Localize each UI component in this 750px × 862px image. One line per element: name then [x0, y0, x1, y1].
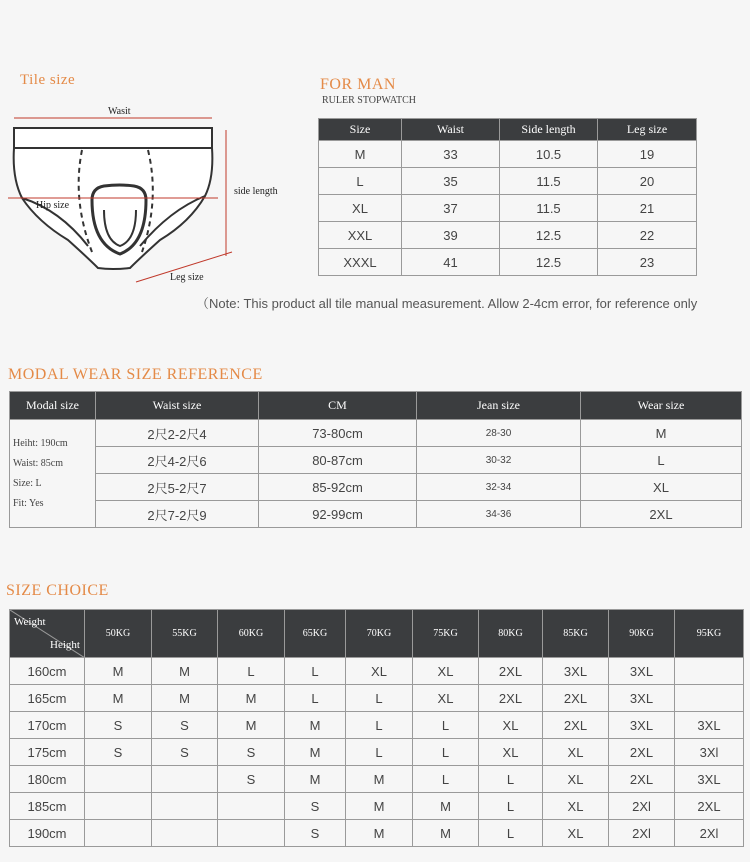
table-row — [10, 820, 744, 847]
table-cell: 11.5 — [500, 168, 598, 195]
table-row — [319, 222, 697, 249]
size-cell: L — [218, 658, 285, 685]
size-cell: S — [285, 820, 346, 847]
height-cell: 190cm — [10, 820, 85, 847]
size-cell: 2XL — [479, 685, 543, 712]
size-cell — [218, 820, 285, 847]
size-cell: M — [285, 712, 346, 739]
height-cell: 165cm — [10, 685, 85, 712]
height-cell: 185cm — [10, 793, 85, 820]
size-cell: 3XL — [609, 658, 675, 685]
size-cell: M — [218, 685, 285, 712]
size-cell: M — [285, 739, 346, 766]
size-cell: M — [85, 685, 152, 712]
size-cell: L — [413, 766, 479, 793]
height-cell: 180cm — [10, 766, 85, 793]
table-cell: 73-80cm — [259, 420, 417, 447]
size-cell: 2XL — [479, 658, 543, 685]
size-cell: L — [346, 739, 413, 766]
table-cell: 19 — [598, 141, 697, 168]
weight-header: 95KG — [675, 610, 744, 658]
size-cell: 2XL — [543, 685, 609, 712]
table-cell: 12.5 — [500, 222, 598, 249]
weight-header: 55KG — [152, 610, 218, 658]
header-waist: Waist — [402, 119, 500, 141]
size-cell: S — [85, 739, 152, 766]
table-cell: 30-32 — [417, 447, 581, 474]
size-cell: XL — [479, 739, 543, 766]
header-side-length: Side length — [500, 119, 598, 141]
size-cell — [218, 793, 285, 820]
table-row — [10, 766, 744, 793]
waistband-shape — [14, 128, 212, 148]
header-modal-size: Modal size — [10, 392, 96, 420]
table-row — [10, 474, 742, 501]
table-cell: 35 — [402, 168, 500, 195]
table-header-row — [10, 610, 744, 658]
size-cell — [85, 793, 152, 820]
size-cell: 3XL — [675, 766, 744, 793]
size-cell: S — [85, 712, 152, 739]
side-length-label: side length — [234, 186, 278, 197]
leg-size-label: Leg size — [170, 272, 204, 283]
size-cell — [675, 685, 744, 712]
table-cell: 32-34 — [417, 474, 581, 501]
table-cell: 22 — [598, 222, 697, 249]
size-cell: M — [413, 820, 479, 847]
size-cell: S — [152, 739, 218, 766]
table-cell: 34-36 — [417, 501, 581, 528]
size-cell: 2XL — [543, 712, 609, 739]
size-cell: L — [479, 820, 543, 847]
size-cell: S — [218, 739, 285, 766]
table-row — [10, 447, 742, 474]
table-cell: M — [319, 141, 402, 168]
header-leg-size: Leg size — [598, 119, 697, 141]
table-cell: XXXL — [319, 249, 402, 276]
modal-title: MODAL WEAR SIZE REFERENCE — [8, 366, 263, 383]
size-cell — [152, 820, 218, 847]
table-row — [319, 249, 697, 276]
size-cell: M — [218, 712, 285, 739]
size-cell: L — [346, 685, 413, 712]
table-row — [319, 195, 697, 222]
weight-header: 50KG — [85, 610, 152, 658]
size-cell: L — [285, 658, 346, 685]
table-row — [10, 712, 744, 739]
table-cell: XL — [319, 195, 402, 222]
underwear-diagram — [0, 0, 320, 300]
hip-size-label: Hip size — [36, 200, 70, 211]
for-man-title: FOR MAN — [320, 76, 396, 93]
table-row — [10, 685, 744, 712]
table-cell: 41 — [402, 249, 500, 276]
table-cell: L — [319, 168, 402, 195]
table-row — [319, 141, 697, 168]
model-height: Heiht: 190cm — [13, 437, 68, 449]
table-row — [10, 501, 742, 528]
weight-header: 90KG — [609, 610, 675, 658]
size-cell: XL — [413, 685, 479, 712]
height-cell: 175cm — [10, 739, 85, 766]
table-cell: L — [581, 447, 742, 474]
tile-size-title: Tile size — [20, 72, 76, 88]
size-cell: XL — [543, 793, 609, 820]
size-cell: 3XL — [675, 712, 744, 739]
size-cell: 2Xl — [675, 820, 744, 847]
table-cell: 20 — [598, 168, 697, 195]
table-cell: 33 — [402, 141, 500, 168]
size-cell: 2XL — [609, 766, 675, 793]
size-cell: M — [346, 820, 413, 847]
size-cell: 2Xl — [609, 820, 675, 847]
table-cell: 11.5 — [500, 195, 598, 222]
table-cell: XXL — [319, 222, 402, 249]
weight-header: 80KG — [479, 610, 543, 658]
size-choice-title: SIZE CHOICE — [6, 582, 109, 599]
table-cell: 23 — [598, 249, 697, 276]
size-cell: XL — [543, 766, 609, 793]
table-cell: 2尺2-2尺4 — [96, 420, 259, 447]
table-cell: 92-99cm — [259, 501, 417, 528]
for-man-subtitle: RULER STOPWATCH — [322, 95, 416, 106]
size-cell: M — [413, 793, 479, 820]
table-cell: 21 — [598, 195, 697, 222]
size-choice-table — [9, 609, 744, 847]
table-row — [319, 168, 697, 195]
header-size: Size — [319, 119, 402, 141]
size-cell: L — [285, 685, 346, 712]
weight-header: 65KG — [285, 610, 346, 658]
size-cell: M — [346, 766, 413, 793]
size-cell: M — [152, 658, 218, 685]
size-cell: 2Xl — [609, 793, 675, 820]
size-cell: 3XL — [609, 712, 675, 739]
measurement-note: （Note: This product all tile manual measurement. Allow 2-4cm error, for reference only — [196, 296, 698, 311]
table-cell: XL — [581, 474, 742, 501]
table-cell: 80-87cm — [259, 447, 417, 474]
weight-header: 75KG — [413, 610, 479, 658]
model-waist: Waist: 85cm — [13, 457, 64, 469]
table-row — [10, 420, 742, 447]
weight-header: 60KG — [218, 610, 285, 658]
size-cell — [152, 793, 218, 820]
table-row — [10, 793, 744, 820]
size-cell: 3XL — [609, 685, 675, 712]
table-cell: 39 — [402, 222, 500, 249]
table-header-row — [319, 119, 697, 141]
size-cell: 3XL — [543, 658, 609, 685]
table-row — [10, 658, 744, 685]
waist-label: Wasit — [108, 106, 131, 117]
weight-header: 70KG — [346, 610, 413, 658]
table-cell: 2尺4-2尺6 — [96, 447, 259, 474]
size-cell: L — [413, 712, 479, 739]
for-man-table — [318, 118, 697, 276]
size-cell: XL — [346, 658, 413, 685]
size-cell: M — [346, 793, 413, 820]
modal-table — [9, 391, 742, 528]
table-cell: 2尺7-2尺9 — [96, 501, 259, 528]
weight-height-corner — [10, 610, 85, 658]
size-cell: M — [285, 766, 346, 793]
size-cell — [85, 820, 152, 847]
model-info-cell — [10, 420, 96, 528]
size-cell: XL — [543, 739, 609, 766]
table-cell: 2尺5-2尺7 — [96, 474, 259, 501]
size-cell: L — [479, 766, 543, 793]
size-cell: 3Xl — [675, 739, 744, 766]
model-fit: Fit: Yes — [13, 497, 44, 509]
size-cell: S — [152, 712, 218, 739]
weight-header: 85KG — [543, 610, 609, 658]
height-cell: 170cm — [10, 712, 85, 739]
table-cell: 10.5 — [500, 141, 598, 168]
header-jean-size: Jean size — [417, 392, 581, 420]
model-size: Size: L — [13, 477, 42, 489]
size-cell: L — [413, 739, 479, 766]
height-cell: 160cm — [10, 658, 85, 685]
size-cell — [675, 658, 744, 685]
table-row — [10, 739, 744, 766]
size-cell: XL — [543, 820, 609, 847]
table-cell: 2XL — [581, 501, 742, 528]
size-cell: 2XL — [609, 739, 675, 766]
table-cell: 28-30 — [417, 420, 581, 447]
table-cell: M — [581, 420, 742, 447]
header-cm: CM — [259, 392, 417, 420]
corner-weight-label: Weight — [14, 616, 46, 628]
size-cell: M — [85, 658, 152, 685]
size-cell: M — [152, 685, 218, 712]
size-cell — [85, 766, 152, 793]
corner-height-label: Height — [50, 639, 80, 651]
size-cell: 2XL — [675, 793, 744, 820]
size-cell: L — [479, 793, 543, 820]
table-cell: 12.5 — [500, 249, 598, 276]
size-cell: XL — [479, 712, 543, 739]
table-cell: 37 — [402, 195, 500, 222]
size-cell: S — [285, 793, 346, 820]
table-cell: 85-92cm — [259, 474, 417, 501]
size-cell: XL — [413, 658, 479, 685]
header-waist-size: Waist size — [96, 392, 259, 420]
size-cell — [152, 766, 218, 793]
size-cell: L — [346, 712, 413, 739]
table-header-row — [10, 392, 742, 420]
size-cell: S — [218, 766, 285, 793]
header-wear-size: Wear size — [581, 392, 742, 420]
